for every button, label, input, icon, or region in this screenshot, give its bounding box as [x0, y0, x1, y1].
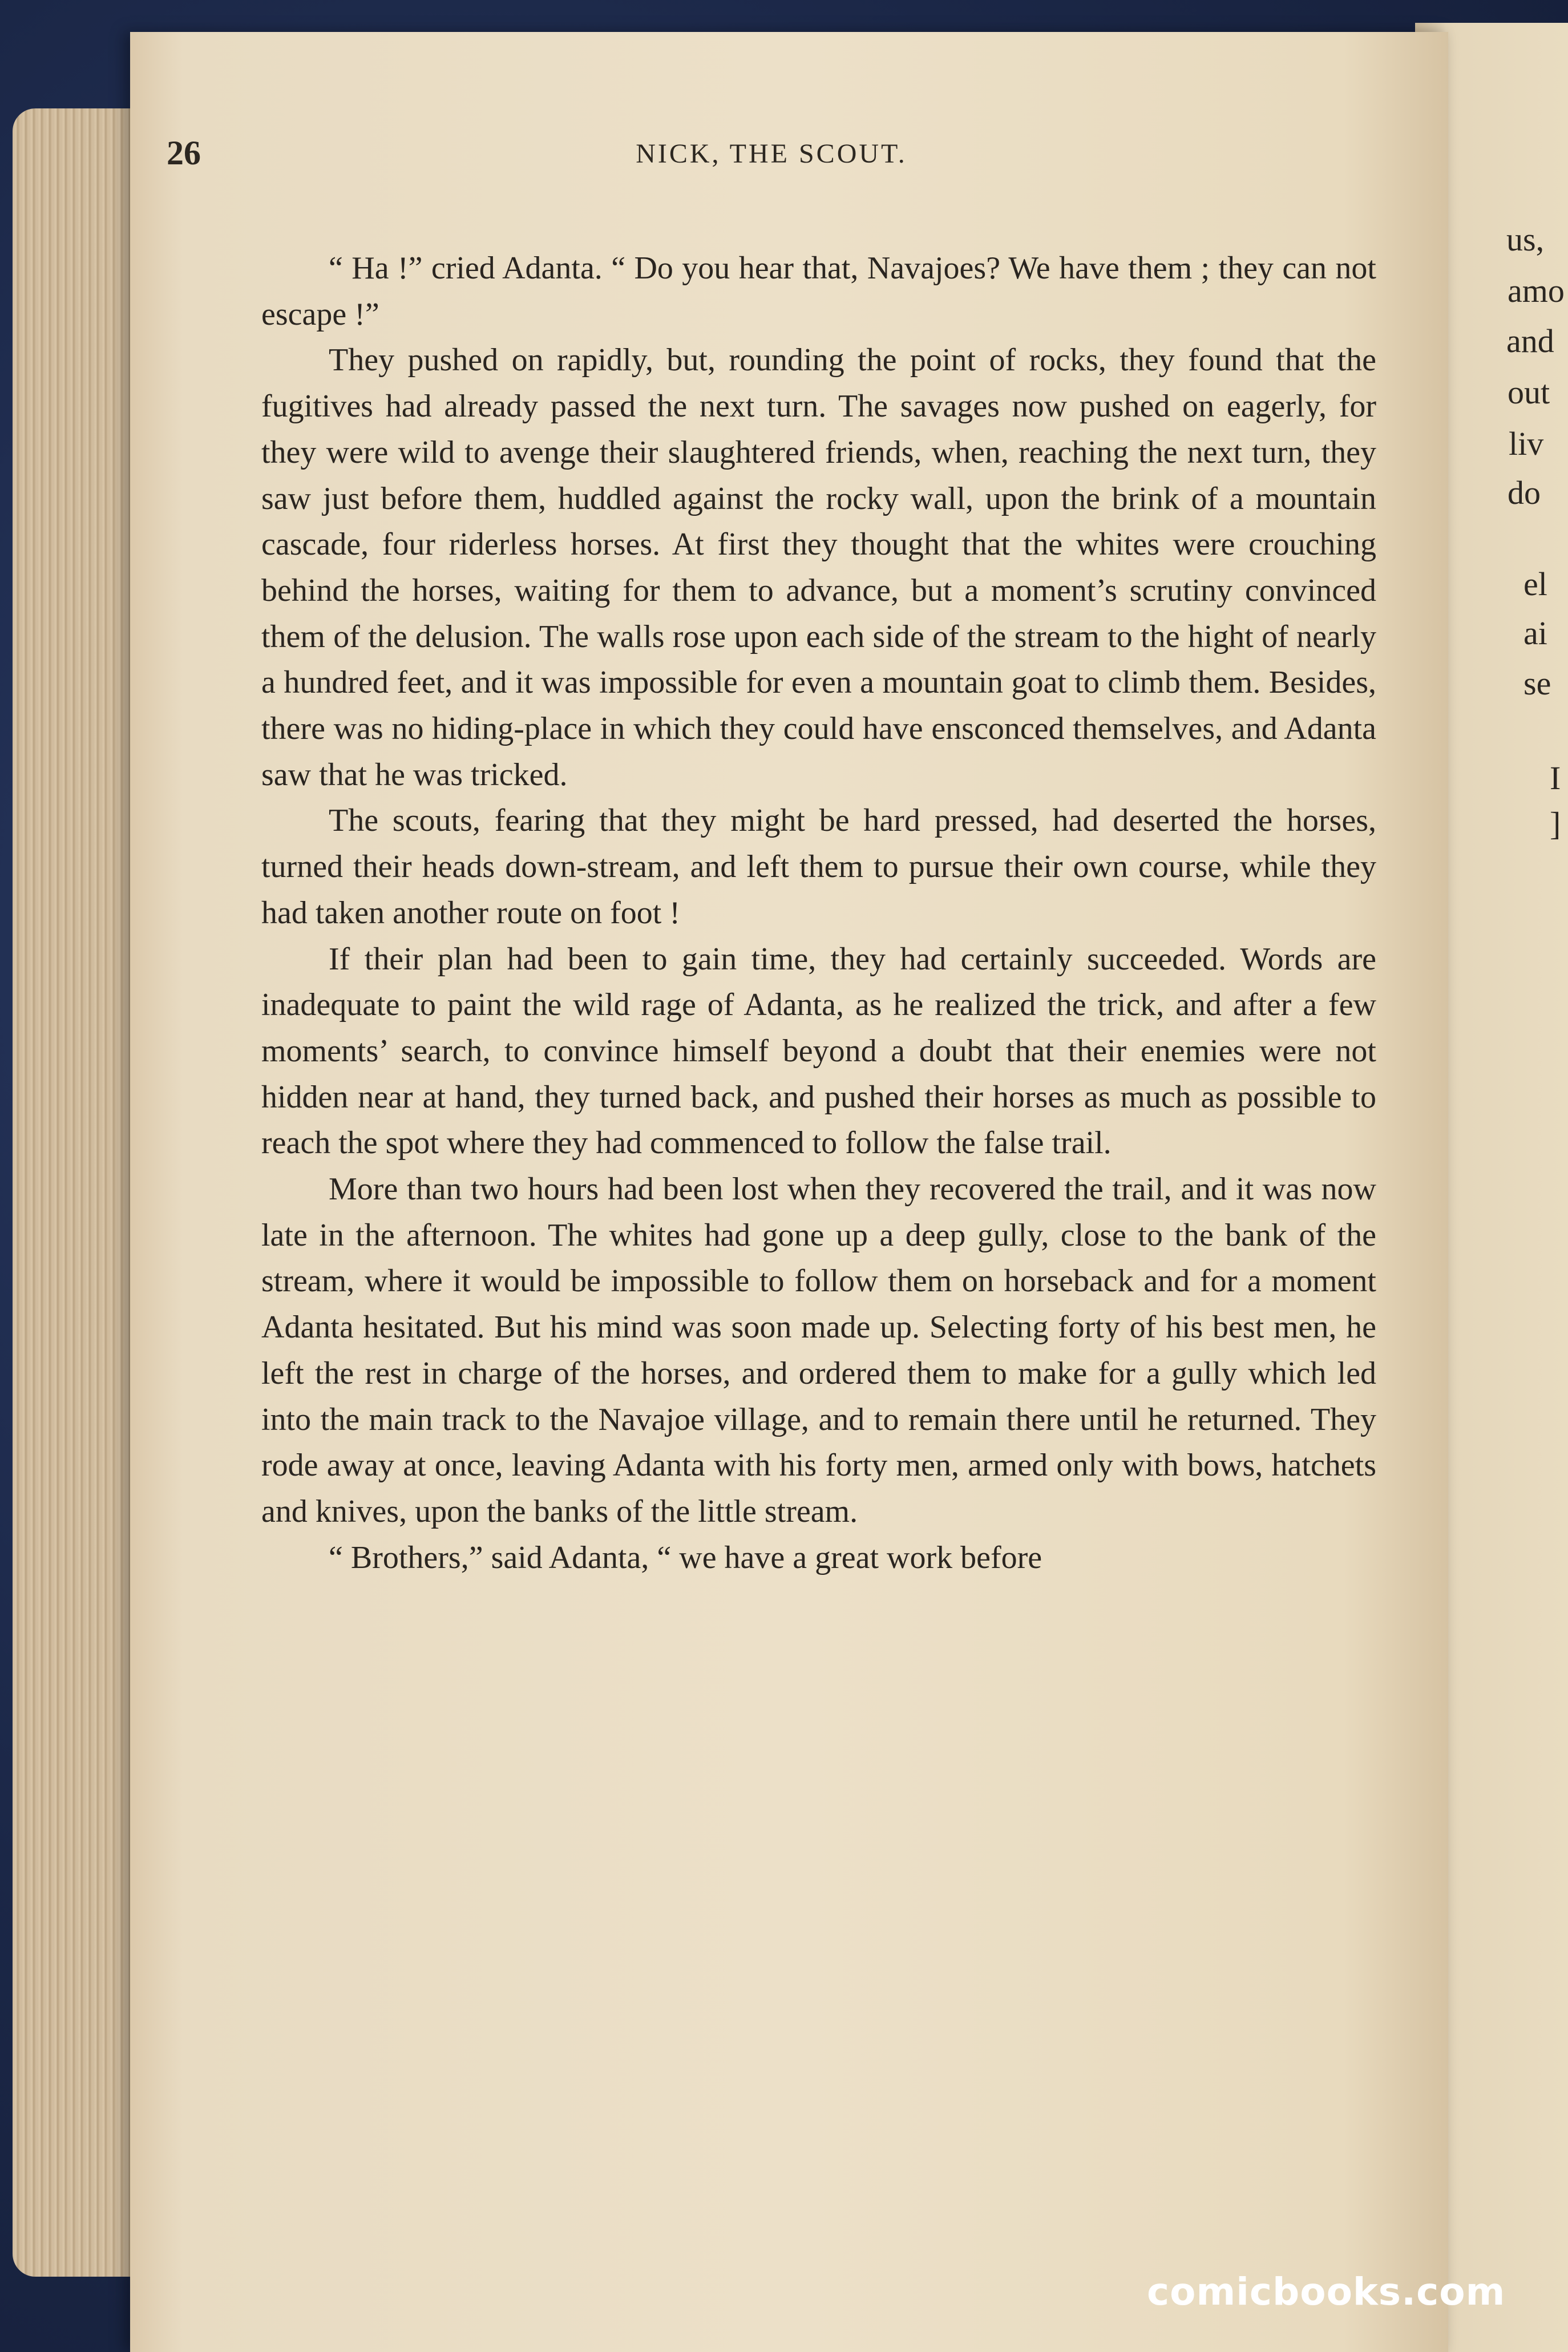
facing-page-fragment: do — [1508, 474, 1541, 511]
facing-page-fragment: el — [1523, 565, 1547, 603]
facing-page-fragment: out — [1508, 374, 1550, 411]
facing-page-fragment: and — [1506, 322, 1554, 359]
page-body — [261, 245, 1376, 1581]
facing-page-fragment: I — [1550, 759, 1561, 797]
facing-page-fragment: liv — [1509, 425, 1544, 462]
paragraph: “ Brothers,” said Adanta, “ we have a great work before — [329, 1539, 1042, 1575]
paragraph: If their plan had been to gain time, they had certainly succeeded. Words are inadequate to paint the wild rage of Adanta, as he realized the trick, and after a few moments’ search, to convince himself beyond a doubt that their enemies were not hidden near at hand, they turned back, and pushed their horses as much as possible to reach the spot where they had commenced to follow the false trail. — [261, 941, 1376, 1161]
facing-page-fragment: ] — [1550, 805, 1561, 842]
facing-page-fragment: us, — [1506, 221, 1545, 258]
facing-page-fragment: amo — [1508, 272, 1565, 309]
running-head: NICK, THE SCOUT. — [636, 139, 907, 169]
page-header — [167, 134, 1376, 185]
paragraph: They pushed on rapidly, but, rounding the point of rocks, they found that the fugitives had already passed the next turn. The savages now pushed on eagerly, for they were wild to avenge their slaughtered friends, when, reaching the next turn, they saw just before them, huddled against the rocky wall, upon the brink of a mountain cascade, four riderless horses. At first they thought that the whites were crouching behind the horses, waiting for them to advance, but a moment’s scrutiny convinced them of the delusion. The walls rose upon each side of the stream to the hight of nearly a hundred feet, and it was impossible for even a mountain goat to climb them. Besides, there was no hiding-place in which they could have ensconced themselves, and Adanta saw that he was tricked. — [261, 342, 1376, 793]
paragraph: “ Ha !” cried Adanta. “ Do you hear that, Navajoes? We have them ; they can not escape !” — [261, 250, 1376, 332]
paragraph: More than two hours had been lost when they recovered the trail, and it was now late in the afternoon. The whites had gone up a deep gully, close to the bank of the stream, where it would be impossible to follow them on horseback and for a moment Adanta hesitated. But his mind was soon made up. Selecting forty of his best men, he left the rest in charge of the horses, and ordered them to make for a gully which led into the main track to the Navajoe village, and to remain there until he returned. They rode away at once, leaving Adanta with his forty men, armed only with bows, hatchets and knives, upon the banks of the little stream. — [261, 1171, 1376, 1529]
facing-page-fragment: se — [1523, 665, 1551, 702]
facing-page-fragment: ai — [1523, 615, 1547, 652]
watermark: comicbooks.com — [1147, 2270, 1506, 2314]
page-number: 26 — [167, 134, 201, 172]
paragraph: The scouts, fearing that they might be hard pressed, had deserted the horses, turned their heads down-stream, and left them to pursue their own course, while they had taken another route on foot ! — [261, 803, 1376, 931]
